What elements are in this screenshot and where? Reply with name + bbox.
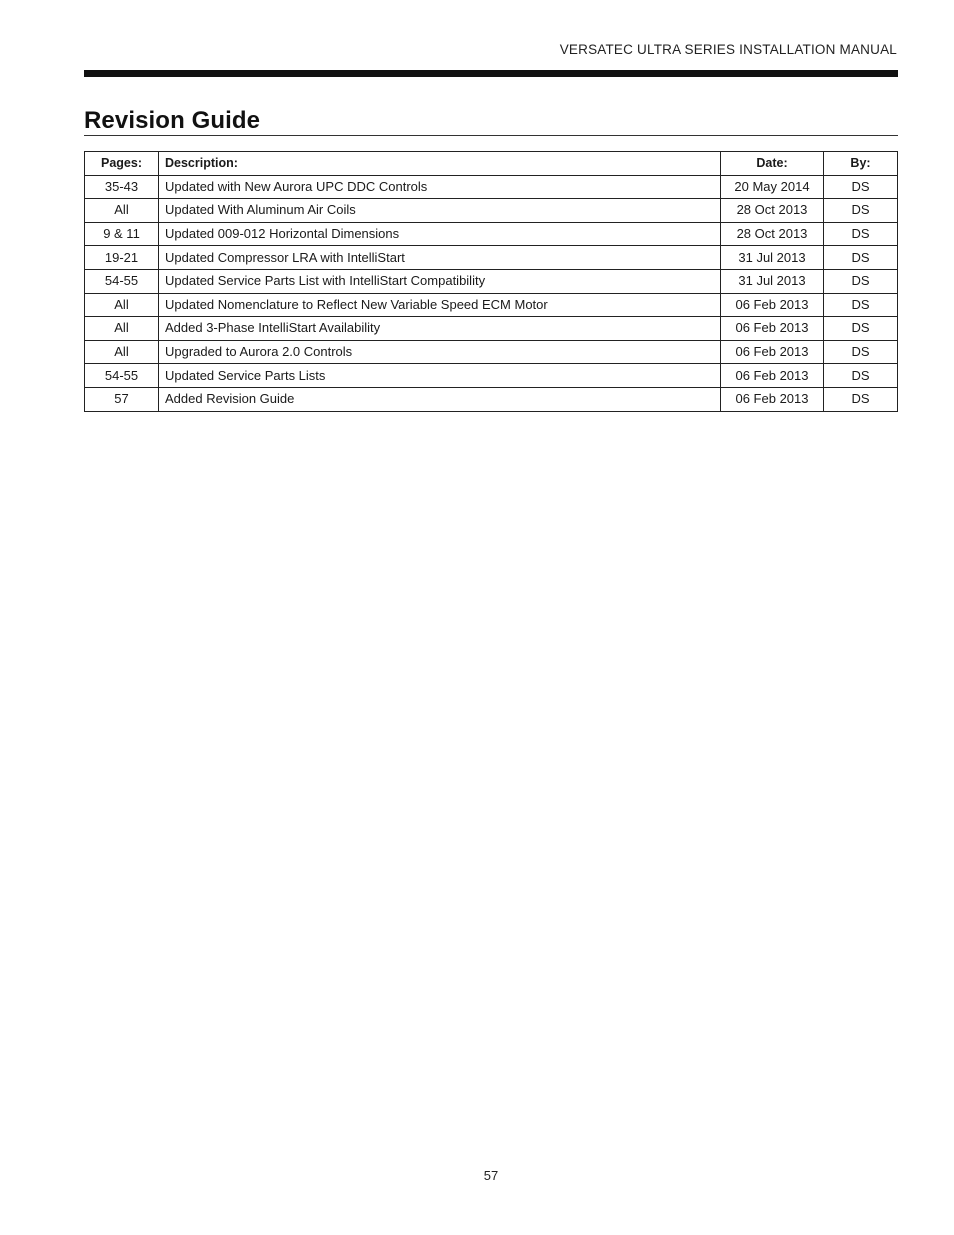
cell-date: 06 Feb 2013 (721, 340, 824, 364)
table-row (85, 222, 898, 246)
cell-by: DS (824, 317, 898, 341)
header-rule (84, 70, 898, 77)
cell-description: Updated With Aluminum Air Coils (159, 199, 721, 223)
cell-description: Upgraded to Aurora 2.0 Controls (159, 340, 721, 364)
cell-date: 28 Oct 2013 (721, 222, 824, 246)
table-row (85, 199, 898, 223)
table-row (85, 293, 898, 317)
cell-pages: All (85, 293, 159, 317)
running-header: VERSATEC ULTRA SERIES INSTALLATION MANUAL (559, 42, 897, 57)
section-title: Revision Guide (84, 107, 261, 134)
table-row (85, 340, 898, 364)
cell-date: 28 Oct 2013 (721, 199, 824, 223)
cell-by: DS (824, 269, 898, 293)
cell-description: Updated Service Parts Lists (159, 364, 721, 388)
cell-by: DS (824, 364, 898, 388)
cell-by: DS (824, 175, 898, 199)
cell-description: Updated Service Parts List with IntelliStart Compatibility (159, 269, 721, 293)
cell-pages: 19-21 (85, 246, 159, 270)
cell-description: Added Revision Guide (159, 387, 721, 411)
cell-description: Updated with New Aurora UPC DDC Controls (159, 175, 721, 199)
cell-date: 20 May 2014 (721, 175, 824, 199)
cell-description: Added 3-Phase IntelliStart Availability (159, 317, 721, 341)
cell-date: 06 Feb 2013 (721, 317, 824, 341)
cell-description: Updated Compressor LRA with IntelliStart (159, 246, 721, 270)
table-row (85, 364, 898, 388)
table-header-row (85, 152, 898, 176)
cell-by: DS (824, 293, 898, 317)
cell-date: 31 Jul 2013 (721, 269, 824, 293)
cell-pages: All (85, 317, 159, 341)
cell-pages: 54-55 (85, 364, 159, 388)
cell-pages: All (85, 199, 159, 223)
cell-pages: 57 (85, 387, 159, 411)
table-row (85, 317, 898, 341)
title-underline (84, 135, 898, 136)
column-header-date: Date: (721, 152, 824, 176)
cell-description: Updated 009-012 Horizontal Dimensions (159, 222, 721, 246)
cell-pages: All (85, 340, 159, 364)
cell-by: DS (824, 246, 898, 270)
cell-description: Updated Nomenclature to Reflect New Variable Speed ECM Motor (159, 293, 721, 317)
cell-by: DS (824, 222, 898, 246)
cell-pages: 9 & 11 (85, 222, 159, 246)
column-header-by: By: (824, 152, 898, 176)
cell-by: DS (824, 199, 898, 223)
cell-date: 06 Feb 2013 (721, 364, 824, 388)
cell-by: DS (824, 387, 898, 411)
table-row (85, 175, 898, 199)
cell-date: 06 Feb 2013 (721, 293, 824, 317)
table-row (85, 246, 898, 270)
cell-date: 31 Jul 2013 (721, 246, 824, 270)
cell-by: DS (824, 340, 898, 364)
cell-pages: 54-55 (85, 269, 159, 293)
revision-table (84, 151, 898, 412)
cell-date: 06 Feb 2013 (721, 387, 824, 411)
table-row (85, 269, 898, 293)
table-row (85, 387, 898, 411)
page-number: 57 (483, 1168, 499, 1183)
column-header-description: Description: (159, 152, 721, 176)
column-header-pages: Pages: (85, 152, 159, 176)
cell-pages: 35-43 (85, 175, 159, 199)
